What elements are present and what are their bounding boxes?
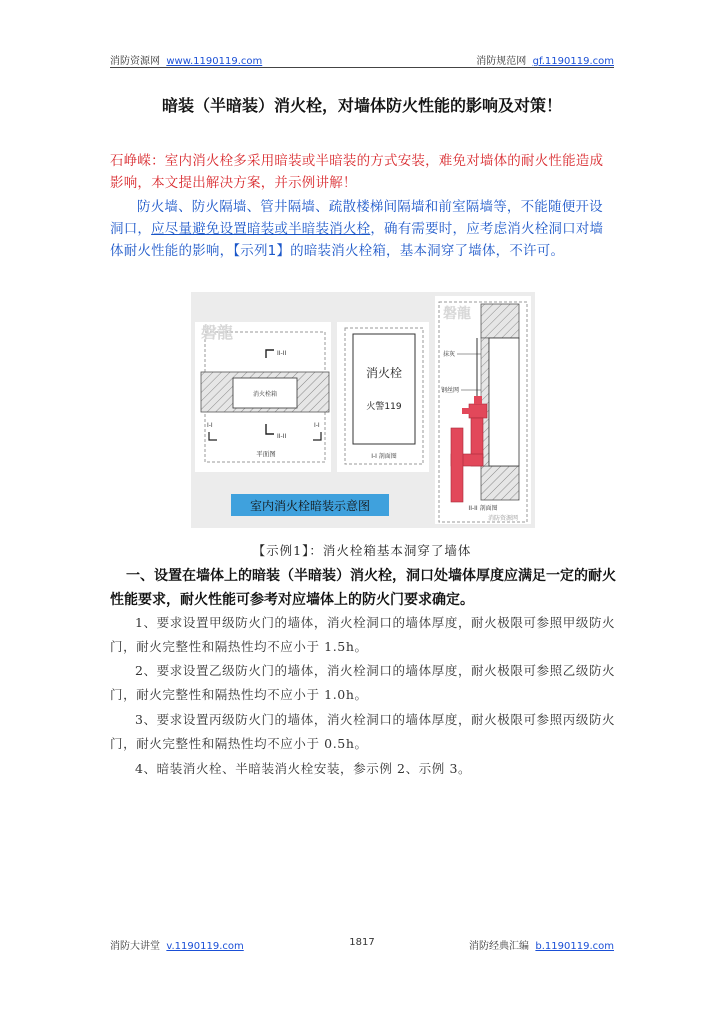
footer-right	[469, 937, 614, 952]
page-header	[110, 52, 614, 66]
header-right-label: 消防规范网	[476, 56, 527, 67]
section-heading: 一、设置在墙体上的暗装（半暗装）消火栓，洞口处墙体厚度应满足一定的耐火性能要求，耐火性能可参考对应墙体上的防火门要求确定。	[110, 568, 616, 608]
diagram-banner-text: 室内消火栓暗装示意图	[249, 499, 371, 513]
label-mesh: 钢丝网	[441, 387, 460, 394]
plan-section-bottom: II-II	[277, 433, 287, 440]
list-item: 3、要求设置丙级防火门的墙体，消火栓洞口的墙体厚度，耐火极限可参照丙级防火门，耐火完整性和隔热性均不应小于 0.5h。	[110, 712, 616, 751]
intro-blue-part1: 防火墙、防火隔墙、管井隔墙、疏散楼梯间隔墙和前室隔墙等，不能随便开设洞口，	[110, 199, 603, 237]
corner-watermark: 消防资源网	[487, 515, 519, 522]
plan-section-top: II-II	[277, 350, 287, 357]
label-plaster: 抹灰	[443, 351, 456, 358]
intro-blue-part2: ，确有需要时，应考虑消火栓洞口对墙体耐火性能的影响，【示列1】的暗装消火栓箱，基本洞穿了墙体，不许可。	[110, 221, 604, 259]
header-left-label: 消防资源网	[110, 56, 160, 67]
plan-marker-right: I-I	[314, 422, 320, 429]
plan-marker-left: I-I	[207, 422, 213, 429]
box-sub: 火警119	[366, 402, 402, 412]
footer-left-link[interactable]: v.1190119.com	[166, 941, 244, 952]
header-left	[110, 52, 262, 67]
section-1-view	[337, 322, 429, 472]
section2-caption: II-II 剖面图	[468, 505, 498, 512]
box-title: 消火栓	[365, 366, 403, 380]
list-item: 4、暗装消火栓、半暗装消火栓安装，参示例 2、示例 3。	[135, 761, 472, 776]
section-2-view	[435, 296, 531, 524]
plan-view	[195, 322, 331, 472]
hydrant-diagram	[191, 292, 535, 528]
plan-caption: 平面图	[256, 450, 276, 458]
header-right-link[interactable]: gf.1190119.com	[532, 56, 614, 67]
page-footer	[110, 937, 614, 951]
intro-blue-paragraph	[110, 196, 616, 262]
intro-blue-underlined: 应尽量避免设置暗装或半暗装消火栓	[151, 221, 371, 237]
page-title: 暗装（半暗装）消火栓，对墙体防火性能的影响及对策！	[161, 96, 562, 115]
section1-caption: I-I 剖面图	[371, 453, 397, 460]
header-left-link[interactable]: www.1190119.com	[166, 56, 263, 67]
footer-right-link[interactable]: b.1190119.com	[535, 941, 614, 952]
plan-box-label: 消火栓箱	[252, 391, 278, 398]
watermark-plan: 磐龍	[201, 323, 234, 342]
intro-red-paragraph: 石峥嵘：室内消火栓多采用暗装或半暗装的方式安装，难免对墙体的耐火性能造成影响，本文提出解决方案，并示例讲解！	[110, 153, 604, 191]
list-item: 1、要求设置甲级防火门的墙体，消火栓洞口的墙体厚度，耐火极限可参照甲级防火门，耐火完整性和隔热性均不应小于 1.5h。	[110, 615, 616, 654]
page-number: 1817	[349, 937, 375, 948]
figure-caption: 【示例1】：消火栓箱基本洞穿了墙体	[252, 543, 472, 558]
footer-right-label: 消防经典汇编	[469, 941, 530, 952]
header-divider	[110, 67, 614, 68]
footer-left-label: 消防大讲堂	[110, 941, 160, 952]
watermark-section: 磐龍	[443, 306, 471, 322]
header-right	[476, 52, 614, 67]
list-item: 2、要求设置乙级防火门的墙体，消火栓洞口的墙体厚度，耐火极限可参照乙级防火门，耐火完整性和隔热性均不应小于 1.0h。	[110, 663, 616, 702]
